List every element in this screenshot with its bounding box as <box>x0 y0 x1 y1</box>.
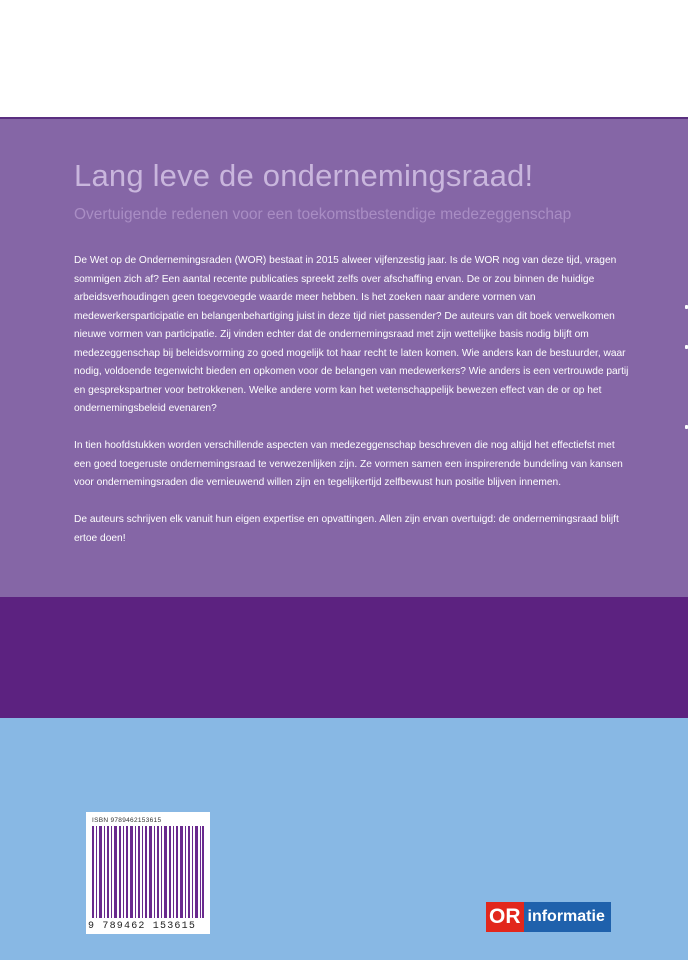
or-informatie-logo <box>486 902 611 932</box>
top-white-band <box>0 0 688 117</box>
spine-edge-marks <box>684 305 688 435</box>
barcode-bars <box>92 826 204 918</box>
book-subtitle: Overtuigende redenen voor een toekomstbestendige medezeggenschap <box>74 206 572 223</box>
back-cover-text <box>74 252 634 567</box>
dark-purple-band <box>0 597 688 718</box>
paragraph-3: De auteurs schrijven elk vanuit hun eigen expertise en opvattingen. Allen zijn ervan overtuigd: de ondernemingsraad blijft ertoe doen! <box>74 514 619 544</box>
logo-informatie: informatie <box>524 902 611 932</box>
isbn-label: ISBN 9789462153615 <box>92 817 162 824</box>
paragraph-2: In tien hoofdstukken worden verschillende aspecten van medezeggenschap beschreven die nog altijd het effectiefst met een goed toegeruste ondernemingsraad te verwezenlijken zijn. Ze vormen samen een inspirerende bundeling van kansen voor ondernemingsraden die vernieuwend willen zijn en tegelijkertijd zelfbewust hun positie blijven innemen. <box>74 440 623 488</box>
paragraph-1: De Wet op de Ondernemingsraden (WOR) bestaat in 2015 alweer vijfenzestig jaar. Is de WOR nog van deze tijd, vragen sommigen zich af? Een aantal recente publicaties spreekt zelfs over afschaffing ervan. De or zou binnen de huidige arbeidsverhoudingen geen toegevoegde waarde meer hebben. Is het zoeken naar andere vormen van medewerkersparticipatie en belangenbehartiging juist in deze tijd niet passender? De auteurs van dit boek verwelkomen nieuwe vormen van participatie. Zij vinden echter dat de ondernemingsraad met zijn wettelijke basis nodig blijft om medezeggenschap bij beleidsvorming zo goed mogelijk tot haar recht te laten komen. Wie anders kan de bestuurder, waar nodig, voldoende tegenwicht bieden en opkomen voor de belangen van medewerkers? Wie anders is een vertrouwde partij en gesprekspartner voor betrokkenen. Welke andere vorm kan het wetenschappelijk bewezen effect van de or op het ondernemingsbeleid evenaren? <box>74 255 629 414</box>
book-title: Lang leve de ondernemingsraad! <box>74 158 534 193</box>
isbn-digits: 9 789462 153615 <box>88 921 197 932</box>
logo-or: OR <box>486 902 524 932</box>
isbn-barcode <box>86 812 210 934</box>
